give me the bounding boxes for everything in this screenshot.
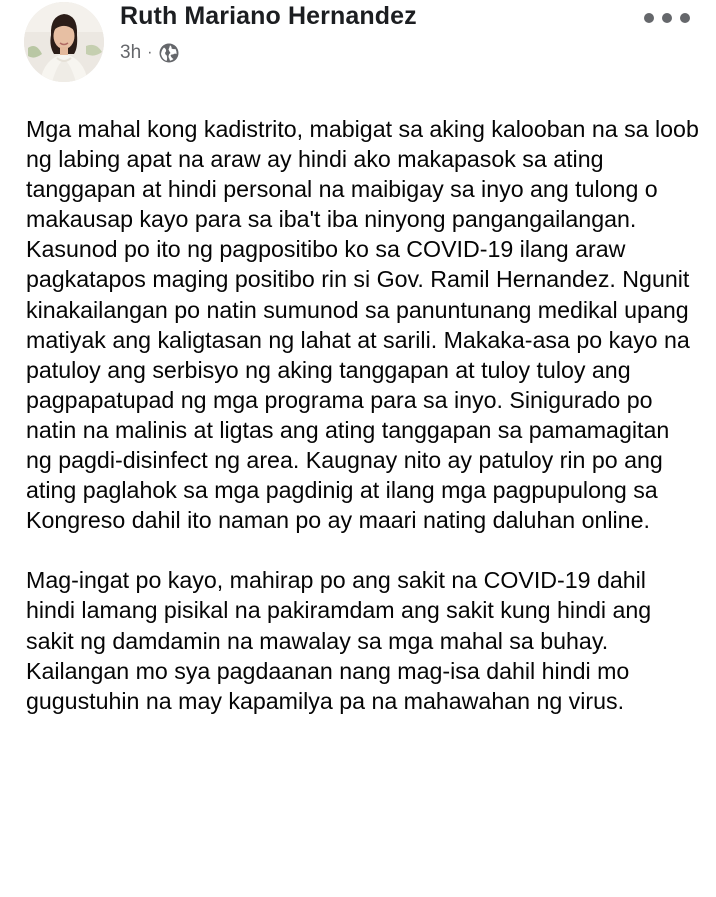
more-options-button[interactable] (644, 4, 690, 32)
more-horizontal-icon-dot (644, 13, 654, 23)
more-horizontal-icon-dot (680, 13, 690, 23)
post-paragraph: Mag-ingat po kayo, mahirap po ang sakit na COVID-19 dahil hindi lamang pisikal na pakiramdam ang sakit kung hindi ang sakit ng damdamin na mawalay sa mga mahal sa buhay. Kailangan mo sya pagdaanan nang mag-isa dahil hindi mo gugustuhin na may kapamilya pa na mahawahan ng virus. (26, 567, 652, 714)
more-horizontal-icon-dot (662, 13, 672, 23)
post-header (0, 0, 716, 90)
post-text (26, 114, 700, 716)
post-timestamp[interactable]: 3h (120, 42, 142, 63)
post-meta (120, 40, 179, 66)
author-name[interactable]: Ruth Mariano Hernandez (120, 2, 417, 30)
profile-photo (24, 2, 104, 82)
post-paragraph: Mga mahal kong kadistrito, mabigat sa aking kalooban na sa loob ng labing apat na araw ay hindi ako makapasok sa ating tanggapan at hindi personal na maibigay sa inyo ang tulong o makausap kayo para sa iba't iba ninyong pangangailangan. Kasunod po ito ng pagpositibo ko sa COVID-19 ilang araw pagkatapos maging positibo rin si Gov. Ramil Hernandez. Ngunit kinakailangan po natin sumunod sa panuntunang medikal upang matiyak ang kaligtasan ng lahat at sarili. Makaka-asa po kayo na patuloy ang serbisyo ng aking tanggapan at tuloy tuloy ang pagpapatupad ng mga programa para sa inyo. Sinigurado po natin na malinis at ligtas ang ating tanggapan sa pamamagitan ng pagdi-disinfect ng area. Kaugnay nito ay patuloy rin po ang ating paglahok sa mga pagdinig at ilang mga pagpupulong sa Kongreso dahil ito naman po ay maari nating daluhan online. (26, 116, 699, 534)
meta-separator: · (147, 44, 153, 61)
avatar[interactable] (24, 2, 104, 82)
globe-icon[interactable] (159, 43, 179, 63)
